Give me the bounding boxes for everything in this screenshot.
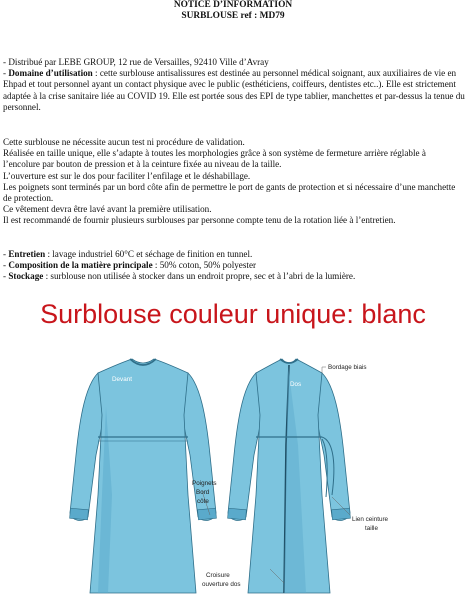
domain-paragraph bbox=[3, 68, 465, 113]
recommendation-line: Il est recommandé de fournir plusieurs surblouses par personne compte tenu de la rotation liée à l’entretien. bbox=[3, 215, 396, 226]
domain-label: Domaine d’utilisation bbox=[8, 68, 93, 79]
maintenance-line: - Entretien : lavage industriel 60°C et séchage de finition en tunnel. bbox=[3, 249, 253, 259]
front-gown bbox=[70, 359, 217, 593]
intro-section bbox=[3, 57, 465, 113]
description-section bbox=[3, 137, 465, 227]
distributor-line: - Distribué par LEBE GROUP, 12 rue de Versailles, 92410 Ville d’Avray bbox=[3, 57, 269, 67]
belt-label-line2: taille bbox=[365, 525, 378, 532]
document-subtitle: SURBLOUSE ref : MD79 bbox=[181, 11, 285, 21]
maintenance-text: : lavage industriel 60°C et séchage de finition en tunnel. bbox=[45, 249, 253, 259]
front-label: Devant bbox=[112, 376, 132, 383]
composition-label: Composition de la matière principale bbox=[8, 260, 153, 271]
opening-label-line1: Croisure bbox=[206, 572, 230, 579]
cuff-label-line1: Poignets bbox=[192, 480, 217, 487]
domain-prefix: - bbox=[3, 68, 9, 79]
cuff-label-line2: Bord bbox=[196, 489, 210, 496]
gown-illustration bbox=[60, 345, 410, 595]
document-title: NOTICE D’INFORMATION bbox=[173, 0, 293, 10]
composition-line: - Composition de la matière principale : 50% coton, 50% polyester bbox=[3, 260, 257, 271]
composition-text: : 50% coton, 50% polyester bbox=[152, 260, 257, 271]
cuffs-line: Les poignets sont terminés par un bord côte afin de permettre le port de gants de protection et si nécessaire d’une manchette de protection. bbox=[3, 181, 456, 204]
opening-label-line2: ouverture dos bbox=[202, 581, 241, 588]
opening-line: L’ouverture est sur le dos pour faciliter l’enfilage et le déshabillage. bbox=[3, 170, 251, 181]
storage-text: : surblouse non utilisée à stocker dans un endroit propre, sec et à l’abri de la lumière. bbox=[43, 271, 356, 282]
back-gown bbox=[228, 359, 351, 593]
left-cuff bbox=[70, 508, 89, 520]
domain-text: : cette surblouse antisalissures est destinée au personnel médical soignant, aux auxiliaires de vie en Ehpad et tout personnel ayant un contact physique avec le public (esthéticiens, coiffeurs, dentistes etc..). Elle est strictement adaptée à la crise sanitaire liée au COVID 19. Elle est portée sous des EPI de type tablier, manchettes et par-dessus la tenue du personnel. bbox=[3, 68, 465, 112]
belt-label-line1: Lien ceinture bbox=[352, 516, 389, 523]
document-header bbox=[0, 0, 466, 22]
bias-label: Bordage biais bbox=[328, 364, 367, 371]
cuff-label-line3: côte bbox=[197, 498, 209, 505]
sizing-line: Réalisée en taille unique, elle s’adapte à toutes les morphologies grâce à son système de fermeture arrière réglable à l’encolure par bouton de pression et à la ceinture fixée au niveau de la taille. bbox=[3, 148, 426, 170]
right-cuff bbox=[198, 508, 217, 520]
care-section bbox=[3, 249, 465, 283]
storage-line: - Stockage : surblouse non utilisée à stocker dans un endroit propre, sec et à l’abri de la lumière. bbox=[3, 271, 356, 282]
maintenance-label: Entretien bbox=[8, 249, 46, 259]
color-banner: Surblouse couleur unique: blanc bbox=[40, 299, 426, 329]
back-label: Dos bbox=[290, 381, 302, 388]
validation-line: Cette surblouse ne nécessite aucun test ni procédure de validation. bbox=[3, 137, 245, 147]
storage-label: Stockage bbox=[8, 271, 44, 282]
wash-line: Ce vêtement devra être lavé avant la première utilisation. bbox=[3, 204, 212, 215]
